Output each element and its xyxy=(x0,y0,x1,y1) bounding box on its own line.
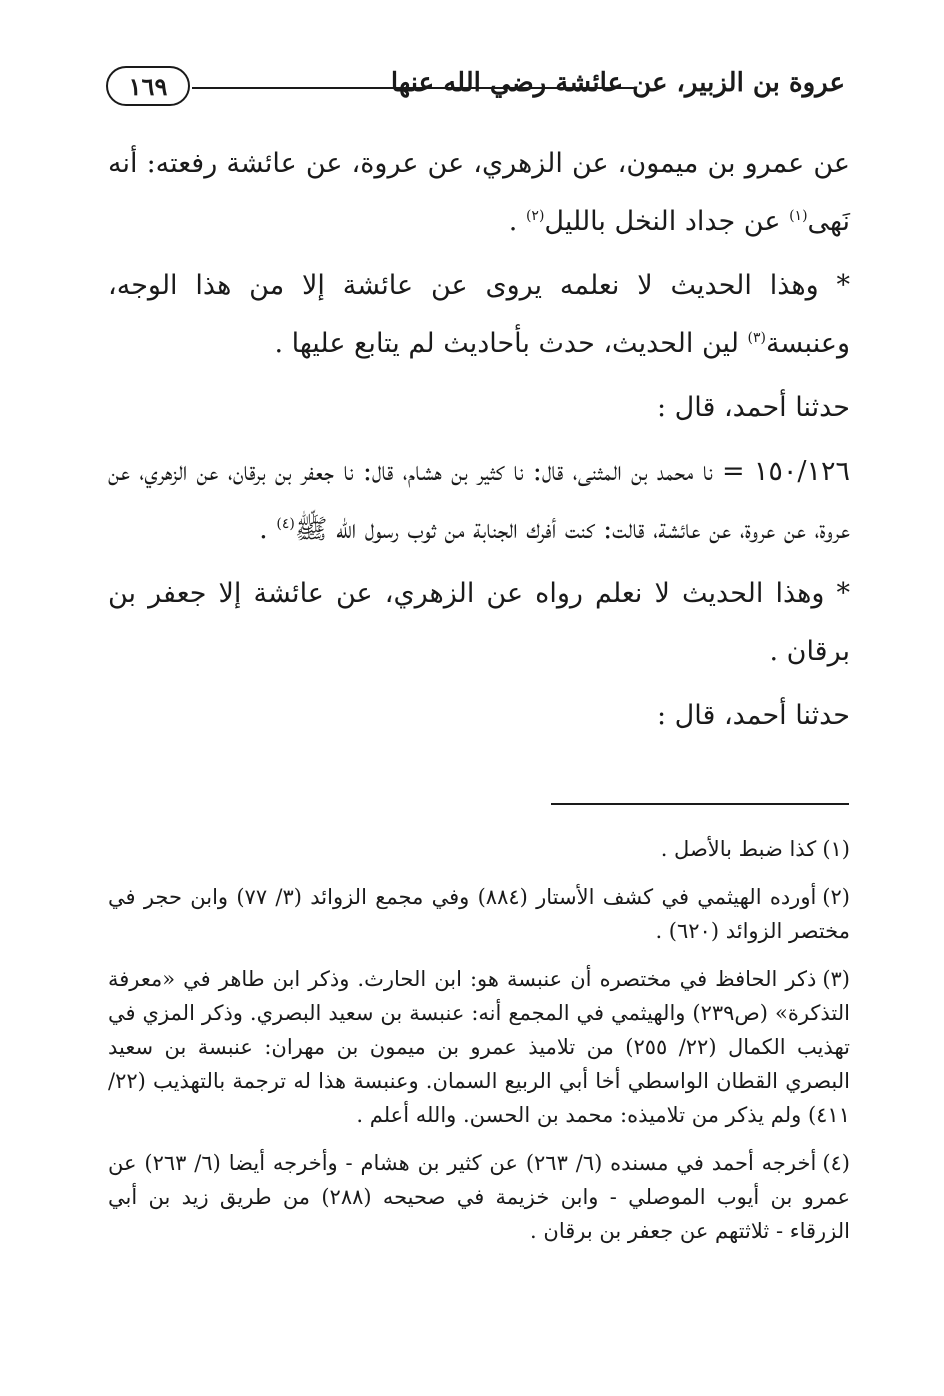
paragraph-text: ١٥٠/١٢٦ = نا محمد بن المثنى، قال: نا كثير بن هشام، قال: نا جعفر بن برقان، عن الزهري، عن عروة، عن عروة، عن عائشة، قالت: كنت أفرك الجنابة من ثوب رسول الله ﷺ xyxy=(108,456,850,545)
footnote-text: أورده الهيثمي في كشف الأستار (٨٨٤) وفي مجمع الزوائد (٣/ ٧٧) وابن حجر في مختصر الزوائد (٦٢٠) . xyxy=(108,885,850,943)
text-paragraph xyxy=(108,257,850,373)
footnotes xyxy=(108,832,850,1262)
footnote-ref: (٤) xyxy=(276,516,295,532)
running-header xyxy=(100,62,845,122)
text-paragraph xyxy=(108,135,850,251)
footnote xyxy=(108,880,850,948)
paragraph-tail: . xyxy=(508,206,526,237)
footnote xyxy=(108,962,850,1132)
paragraph-text: عن جداد النخل بالليل xyxy=(544,206,781,237)
text-paragraph xyxy=(108,687,850,745)
paragraph-text: عن عمرو بن ميمون، عن الزهري، عن عروة، عن عائشة رفعته: أنه نَهى xyxy=(108,148,850,237)
paragraph-text: حدثنا أحمد، قال : xyxy=(656,700,850,731)
page-number: ١٦٩ xyxy=(106,66,190,106)
footnote-text: كذا ضبط بالأصل . xyxy=(660,837,817,861)
running-title: عروة بن الزبير، عن عائشة رضي الله عنها xyxy=(390,68,845,98)
footnote-separator xyxy=(551,803,849,805)
footnote-number: (٣) xyxy=(822,967,850,991)
paragraph-text: * وهذا الحديث لا نعلم رواه عن الزهري، عن عائشة إلا جعفر بن برقان . xyxy=(108,578,850,667)
paragraph-tail: لين الحديث، حدث بأحاديث لم يتابع عليها . xyxy=(274,328,748,359)
paragraph-tail: . xyxy=(259,514,277,545)
footnote-text: أخرجه أحمد في مسنده (٦/ ٢٦٣) عن كثير بن هشام - وأخرجه أيضا (٦/ ٢٦٣) عن عمرو بن أيوب الموصلي - وابن خزيمة في صحيحه (٢٨٨) من طريق زيد بن أبي الزرقاء - ثلاثتهم عن جعفر بن برقان . xyxy=(108,1151,850,1243)
footnote-ref: (٢) xyxy=(525,208,545,224)
footnote-number: (٤) xyxy=(822,1151,850,1175)
footnote xyxy=(108,832,850,866)
paragraph-text: * وهذا الحديث لا نعلمه يروى عن عائشة إلا من هذا الوجه، وعنبسة xyxy=(108,270,850,359)
footnote-number: (١) xyxy=(822,837,850,861)
footnote xyxy=(108,1146,850,1248)
text-paragraph xyxy=(108,565,850,681)
footnote-ref: (١) xyxy=(789,208,808,224)
footnote-text: ذكر الحافظ في مختصره أن عنبسة هو: ابن الحارث. وذكر ابن طاهر في «معرفة التذكرة» (ص٢٣٩) والهيثمي في المجمع أنه: عنبسة بن سعيد البصري. وذكر المزي في تهذيب الكمال (٢٢/ ٢٥٥) من تلاميذ عمرو بن ميمون بن مهران: عنبسة بن سعيد البصري القطان الواسطي أخا أبي الربيع السمان. وعنبسة هذا له ترجمة بالتهذيب (٢٢/ ٤١١) ولم يذكر من تلاميذه: محمد بن الحسن. والله أعلم . xyxy=(108,967,850,1127)
footnote-ref: (٣) xyxy=(747,330,766,346)
footnote-number: (٢) xyxy=(822,885,850,909)
text-paragraph xyxy=(108,379,850,437)
text-paragraph xyxy=(108,443,850,559)
main-text xyxy=(108,135,850,751)
paragraph-text: حدثنا أحمد، قال : xyxy=(656,392,850,423)
